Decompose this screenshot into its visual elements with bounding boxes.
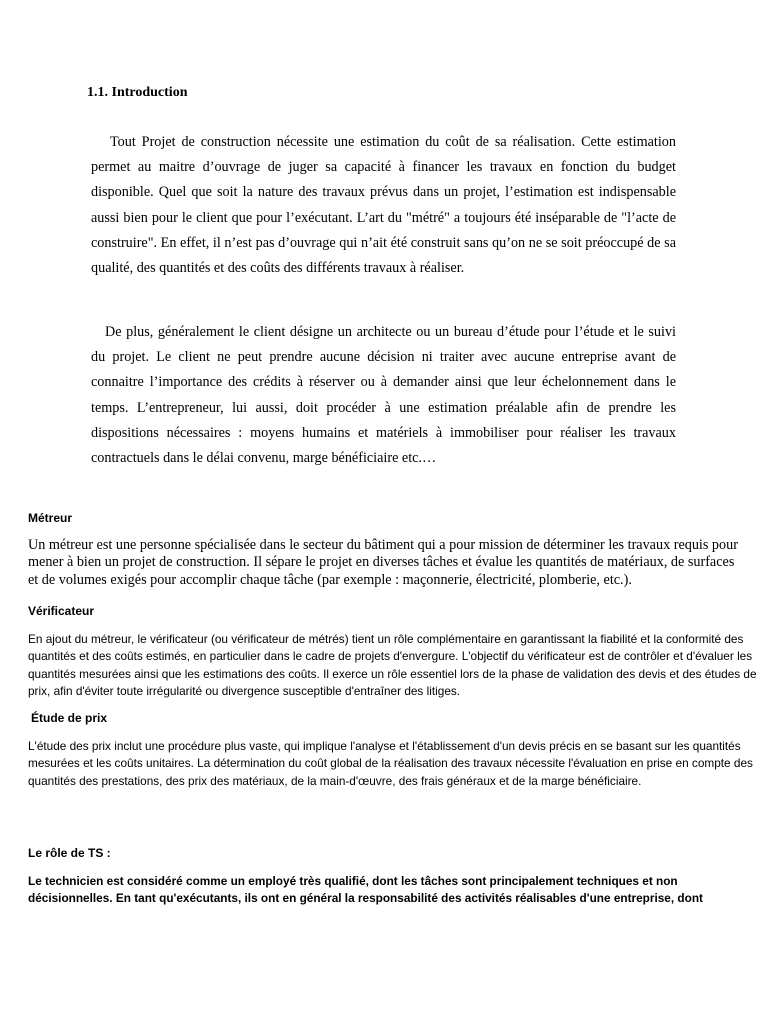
intro-paragraph-2: De plus, généralement le client désigne un architecte ou un bureau d’étude pour l’étude et le suivi du projet. Le client ne peut prendre aucune décision ni traiter avec aucune entreprise avant de connaitre l’importance des crédits à réserver ou à demander ainsi que leur échelonnement dans le temps. L’entrepreneur, lui aussi, doit procéder à une estimation préalable afin de prendre les dispositions nécessaires : moyens humains et matériels à immobiliser pour réaliser les travaux contractuels dans le délai convenu, marge bénéficiaire etc.…	[91, 324, 676, 467]
etude-prix-paragraph: L'étude des prix inclut une procédure plus vaste, qui implique l'analyse et l'établissement d'un devis précis en se basant sur les quantités mesurées et les coûts unitaires. La détermination du coût global de la réalisation des travaux nécessite l'évaluation en prise en compte des quantités des prestations, des prix des matériaux, de la main-d'œuvre, des frais généraux et de la marge bénéficiaire.	[28, 739, 753, 788]
metreur-heading: Métreur	[28, 511, 73, 525]
verificateur-heading: Vérificateur	[28, 604, 95, 618]
metreur-paragraph: Un métreur est une personne spécialisée dans le secteur du bâtiment qui a pour mission de déterminer les travaux requis pour mener à bien un projet de construction. Il sépare le projet en diverses tâches et évalue les quantités de matériaux, de surfaces et de volumes exigés pour accomplir chaque tâche (par exemple : maçonnerie, électricité, plomberie, etc.).	[28, 537, 738, 588]
role-ts-paragraph: Le technicien est considéré comme un employé très qualifié, dont les tâches sont principalement techniques et non décisionnelles. En tant qu'exécutants, ils ont en général la responsabilité des activités réalisables d'une entreprise, dont	[28, 874, 703, 906]
intro-heading: 1.1. Introduction	[87, 85, 188, 100]
verificateur-paragraph: En ajout du métreur, le vérificateur (ou vérificateur de métrés) tient un rôle complémentaire en garantissant la fiabilité et la conformité des quantités et des coûts estimés, en particulier dans le cadre de projets d'envergure. L'objectif du vérificateur est de contrôler et d'évaluer les quantités mesurées ainsi que les estimations des coûts. Il exerce un rôle essentiel lors de la phase de validation des devis et des études de prix, afin d'éviter toute irrégularité ou divergence susceptible d'entraîner des litiges.	[28, 632, 757, 698]
intro-paragraph-1: Tout Projet de construction nécessite une estimation du coût de sa réalisation. Cette estimation permet au maitre d’ouvrage de juger sa capacité à financer les travaux en fonction du budget disponible. Quel que soit la nature des travaux prévus dans un projet, l’estimation est indispensable aussi bien pour le client que pour l’exécutant. L’art du "métré" a toujours été inséparable de "l’acte de construire". En effet, il n’est pas d’ouvrage qui n’ait été construit sans qu’on ne se soit préoccupé de sa qualité, des quantités et des coûts des différents travaux à réaliser.	[91, 134, 676, 277]
etude-prix-heading: Étude de prix	[31, 711, 108, 725]
role-ts-heading: Le rôle de TS :	[28, 846, 111, 860]
